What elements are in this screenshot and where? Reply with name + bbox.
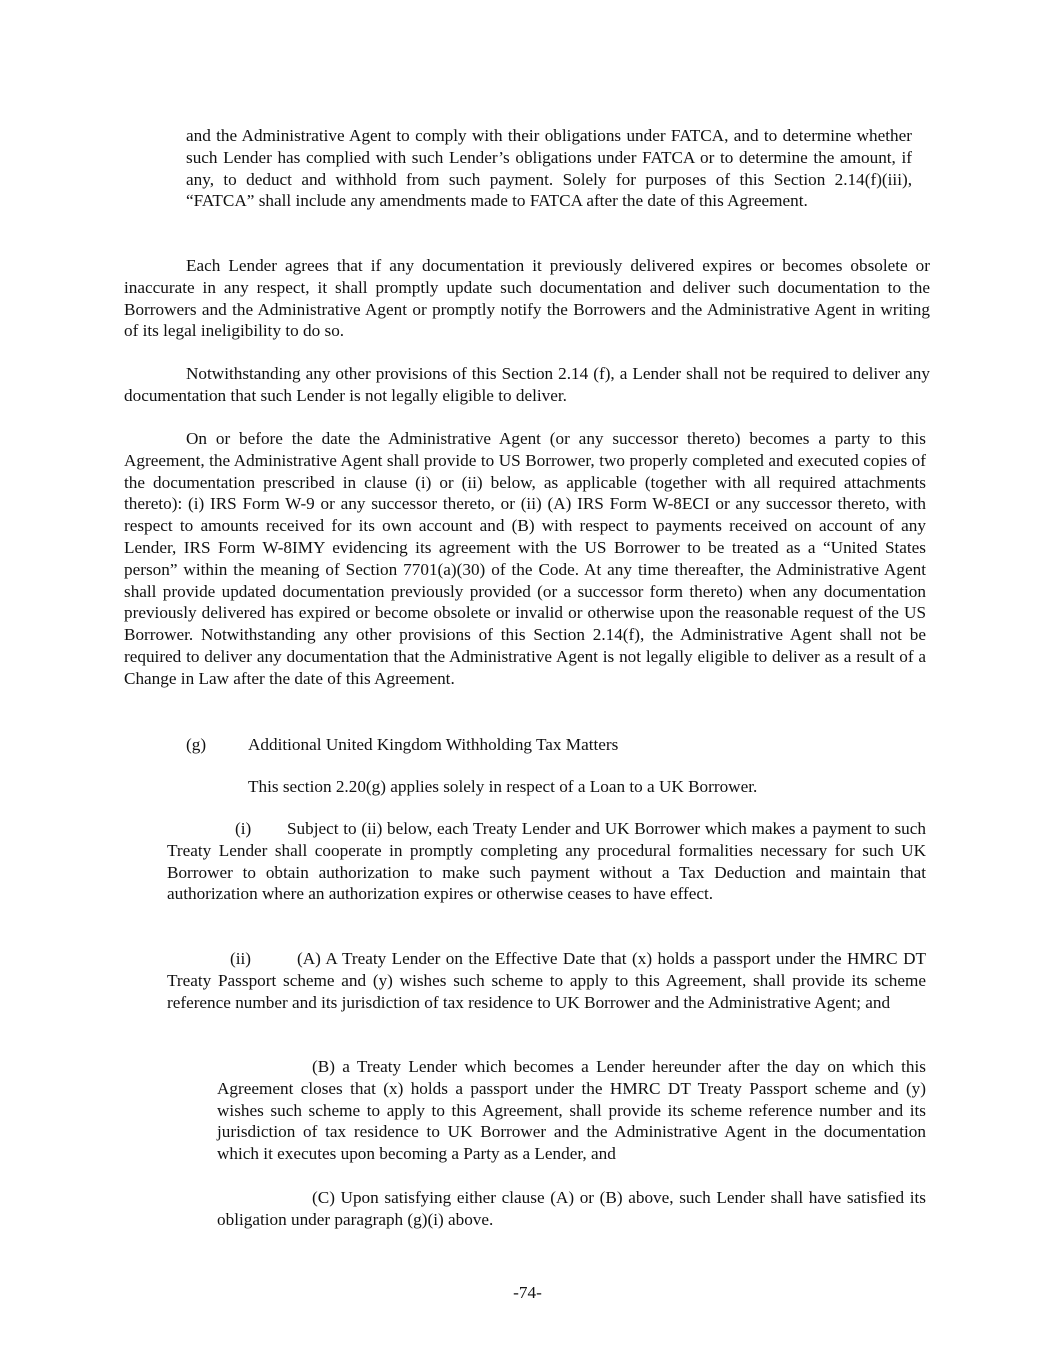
- paragraph-g-ii-b: (B) a Treaty Lender which becomes a Lender hereunder after the day on which this Agreement closes that (x) holds a passport under the HMRC DT Treaty Passport scheme and (y) wishes such scheme to apply to this Agreement, shall provide its scheme reference number and its jurisdiction of tax residence to UK Borrower and the Administrative Agent in the documentation which it executes upon becoming a Party as a Lender, and: [217, 1057, 926, 1164]
- paragraph-fatca-continuation: and the Administrative Agent to comply with their obligations under FATCA, and to determine whether such Lender has complied with such Lender’s obligations under FATCA or to determine the amount, if any, to deduct and withhold from such payment. Solely for purposes of this Section 2.14(f)(iii), “FATCA” shall include any amendments made to FATCA after the date of this Agreement.: [186, 126, 912, 211]
- page-number: -74-: [513, 1283, 542, 1302]
- paragraph-documentation-update: Each Lender agrees that if any documentation it previously delivered expires or becomes obsolete or inaccurate in any respect, it shall promptly update such documentation and deliver such documentation to the Borrowers and the Administrative Agent or promptly notify the Borrowers and the Administrative Agent in writing of its legal ineligibility to do so.: [124, 256, 930, 341]
- clause-ii-label: (ii): [230, 949, 251, 968]
- paragraph-g-ii-a: [167, 948, 926, 1013]
- section-g-title: Additional United Kingdom Withholding Tax Matters: [248, 735, 619, 754]
- clause-i-text: Subject to (ii) below, each Treaty Lender and UK Borrower which makes a payment to such Treaty Lender shall cooperate in promptly completing any procedural formalities necessary for such UK Borrower to obtain authorization to make such payment without a Tax Deduction and maintain that authorization where an authorization expires or otherwise ceases to have effect.: [167, 819, 926, 904]
- clause-i-label: (i): [235, 819, 252, 838]
- paragraph-g-intro: This section 2.20(g) applies solely in respect of a Loan to a UK Borrower.: [248, 777, 758, 796]
- paragraph-not-legally-eligible: Notwithstanding any other provisions of this Section 2.14 (f), a Lender shall not be required to deliver any documentation that such Lender is not legally eligible to deliver.: [124, 364, 930, 405]
- clause-ii-a-text: (A) A Treaty Lender on the Effective Date that (x) holds a passport under the HMRC DT Treaty Passport scheme and (y) wishes such scheme to apply to this Agreement, shall provide its scheme reference number and its jurisdiction of tax residence to UK Borrower and the Administrative Agent; and: [167, 949, 926, 1012]
- section-g-heading: [186, 734, 886, 756]
- paragraph-g-ii-c: (C) Upon satisfying either clause (A) or (B) above, such Lender shall have satisfied its obligation under paragraph (g)(i) above.: [217, 1188, 926, 1229]
- section-g-label: (g): [186, 735, 207, 754]
- paragraph-g-i: [167, 818, 926, 905]
- paragraph-administrative-agent-forms: On or before the date the Administrative Agent (or any successor thereto) becomes a party to this Agreement, the Administrative Agent shall provide to US Borrower, two properly completed and executed copies of the documentation prescribed in clause (i) or (ii) below, as applicable (together with all required attachments thereto): (i) IRS Form W-9 or any successor thereto, or (ii) (A) IRS Form W-8ECI or any successor thereto, with respect to amounts received for its own account and (B) with respect to payments received on account of any Lender, IRS Form W-8IMY evidencing its agreement with the US Borrower to be treated as a “United States person” within the meaning of Section 7701(a)(30) of the Code. At any time thereafter, the Administrative Agent shall provide updated documentation previously provided (or a successor form thereto) when any documentation previously delivered has expired or become obsolete or invalid or otherwise upon the reasonable request of the US Borrower. Notwithstanding any other provisions of this Section 2.14(f), the Administrative Agent shall not be required to deliver any documentation that the Administrative Agent is not legally eligible to deliver as a result of a Change in Law after the date of this Agreement.: [124, 429, 926, 688]
